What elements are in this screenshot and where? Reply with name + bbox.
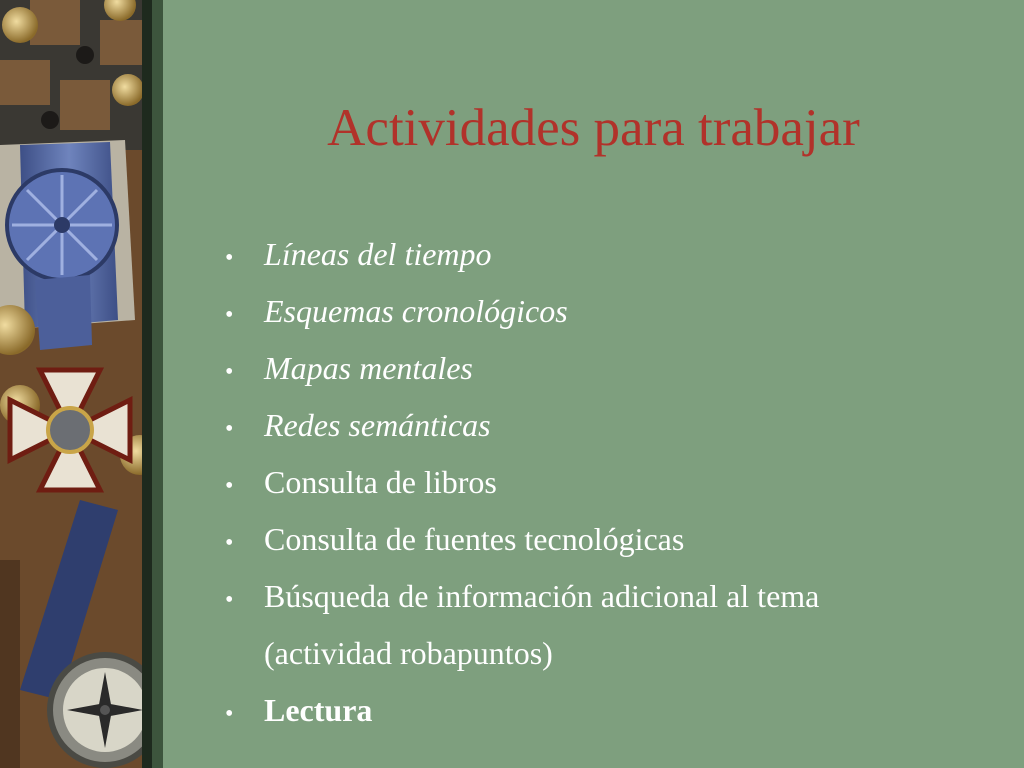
bullet-text: Mapas mentales — [264, 350, 473, 386]
slide-title: Actividades para trabajar — [327, 99, 860, 157]
bullet-icon: • — [225, 587, 234, 613]
bullet-icon: • — [225, 416, 234, 442]
bullet-icon: • — [225, 530, 234, 556]
bullet-text: Redes semánticas — [264, 407, 491, 443]
bullet-text: Búsqueda de información adicional al tema — [264, 578, 820, 614]
bullet-icon: • — [225, 302, 234, 328]
bullet-icon: • — [225, 245, 234, 271]
bullet-icon: • — [225, 473, 234, 499]
bullet-text: Líneas del tiempo — [264, 236, 492, 272]
bullet-text: Consulta de libros — [264, 464, 497, 500]
bullet-icon: • — [225, 359, 234, 385]
bullet-text-continuation: (actividad robapuntos) — [264, 635, 553, 671]
bullet-text: Lectura — [264, 692, 373, 728]
bullet-icon: • — [225, 701, 234, 727]
bullet-text: Consulta de fuentes tecnológicas — [264, 521, 685, 557]
bullet-text: Esquemas cronológicos — [264, 293, 568, 329]
